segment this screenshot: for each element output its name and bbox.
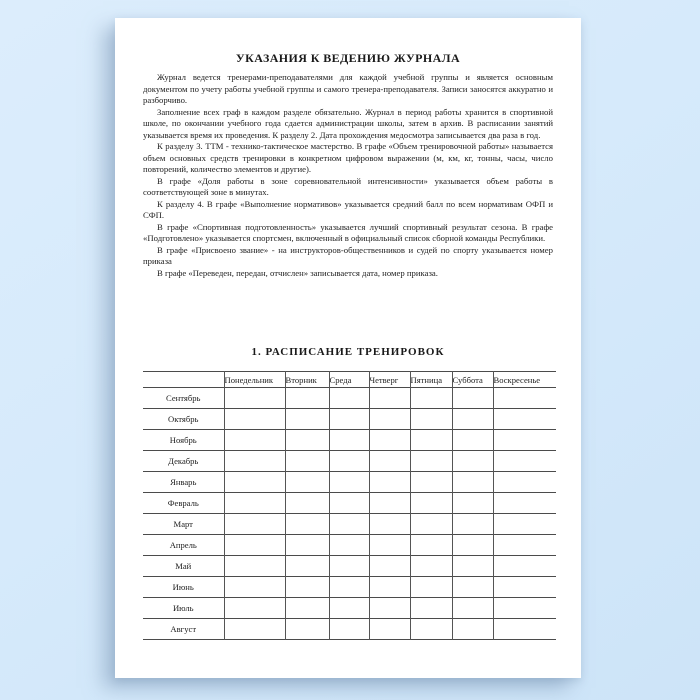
paragraph: В графе «Спортивная подготовленность» указывается лучший спортивный результат сезона. В графе «Подготовлено» указывается спортсмен, включенный в официальный список сборной команды Республики. (143, 221, 553, 243)
table-header-row (143, 372, 556, 388)
empty-schedule-cell (224, 472, 285, 493)
empty-schedule-cell (410, 577, 452, 598)
empty-schedule-cell (369, 493, 410, 514)
empty-schedule-cell (369, 472, 410, 493)
empty-schedule-cell (369, 388, 410, 409)
empty-schedule-cell (329, 556, 369, 577)
empty-schedule-cell (329, 430, 369, 451)
month-cell: Ноябрь (169, 435, 197, 445)
empty-schedule-cell (452, 598, 493, 619)
document-page (115, 18, 581, 678)
empty-schedule-cell (369, 619, 410, 640)
paragraph: К разделу 3. ТТМ - технико-тактическое мастерство. В графе «Объем тренировочной работы» называется объем основных средств тренировки в конкретном цифровом выражении (м, км, кг, тонны, часы, число повторений, количество элементов и другие). (143, 141, 553, 174)
empty-schedule-cell (452, 535, 493, 556)
table-row-october (143, 409, 556, 430)
empty-schedule-cell (410, 535, 452, 556)
empty-schedule-cell (285, 409, 329, 430)
empty-schedule-cell (224, 430, 285, 451)
empty-schedule-cell (285, 577, 329, 598)
empty-schedule-cell (493, 577, 556, 598)
empty-schedule-cell (369, 514, 410, 535)
empty-schedule-cell (329, 577, 369, 598)
month-cell: Январь (170, 477, 197, 487)
empty-schedule-cell (452, 472, 493, 493)
empty-schedule-cell (410, 388, 452, 409)
empty-schedule-cell (410, 472, 452, 493)
empty-schedule-cell (224, 556, 285, 577)
empty-schedule-cell (285, 472, 329, 493)
table-row-december (143, 451, 556, 472)
empty-schedule-cell (452, 514, 493, 535)
month-cell: Февраль (167, 498, 199, 508)
empty-schedule-cell (493, 514, 556, 535)
empty-schedule-cell (452, 577, 493, 598)
empty-schedule-cell (452, 409, 493, 430)
empty-schedule-cell (410, 430, 452, 451)
empty-schedule-cell (410, 556, 452, 577)
empty-schedule-cell (329, 451, 369, 472)
empty-schedule-cell (285, 598, 329, 619)
empty-schedule-cell (224, 514, 285, 535)
empty-schedule-cell (224, 409, 285, 430)
empty-schedule-cell (224, 598, 285, 619)
table-row-april (143, 535, 556, 556)
empty-schedule-cell (285, 556, 329, 577)
empty-schedule-cell (452, 430, 493, 451)
table-row-july (143, 598, 556, 619)
empty-schedule-cell (329, 388, 369, 409)
empty-schedule-cell (285, 430, 329, 451)
day-header-sunday: Воскресенье (493, 372, 556, 388)
empty-schedule-cell (329, 619, 369, 640)
empty-schedule-cell (493, 493, 556, 514)
paragraph: В графе «Переведен, передан, отчислен» записывается дата, номер приказа. (157, 267, 438, 278)
empty-schedule-cell (369, 409, 410, 430)
table-row-january (143, 472, 556, 493)
empty-schedule-cell (285, 388, 329, 409)
table-row-september (143, 388, 556, 409)
empty-schedule-cell (369, 451, 410, 472)
empty-schedule-cell (452, 451, 493, 472)
paragraph: Заполнение всех граф в каждом разделе обязательно. Журнал в период работы хранится в спортивной школе, по окончании учебного года сдается администрации школы, затем в архив. В расписании занятий указывается время их проведения. К разделу 2. Дата прохождения медосмотра записывается два раза в год. (143, 106, 553, 140)
empty-schedule-cell (493, 472, 556, 493)
day-header-tuesday: Вторник (285, 372, 329, 388)
table-row-may (143, 556, 556, 577)
empty-schedule-cell (493, 535, 556, 556)
empty-schedule-cell (224, 451, 285, 472)
day-header-friday: Пятница (410, 372, 452, 388)
empty-schedule-cell (224, 619, 285, 640)
month-cell: Сентябрь (166, 393, 201, 403)
empty-schedule-cell (493, 388, 556, 409)
empty-schedule-cell (369, 556, 410, 577)
empty-schedule-cell (329, 598, 369, 619)
empty-schedule-cell (410, 451, 452, 472)
document-body-text (143, 72, 553, 279)
month-cell: Июль (172, 603, 194, 613)
day-header-saturday: Суббота (452, 372, 493, 388)
empty-schedule-cell (369, 598, 410, 619)
empty-schedule-cell (410, 409, 452, 430)
empty-schedule-cell (452, 388, 493, 409)
empty-schedule-cell (285, 451, 329, 472)
empty-schedule-cell (285, 514, 329, 535)
document-title: УКАЗАНИЯ К ВЕДЕНИЮ ЖУРНАЛА (235, 51, 461, 65)
empty-schedule-cell (493, 556, 556, 577)
day-header-monday: Понедельник (224, 372, 285, 388)
table-row-november (143, 430, 556, 451)
paragraph: В графе «Доля работы в зоне соревновательной интенсивности» указывается объем работы в соответствующей зоне в минутах. (143, 175, 553, 197)
paragraph: К разделу 4. В графе «Выполнение нормативов» указывается средний балл по всем нормативам ОФП и СФП. (143, 198, 553, 220)
empty-schedule-cell (329, 472, 369, 493)
empty-schedule-cell (410, 514, 452, 535)
month-cell: Август (170, 624, 197, 634)
paragraph: Журнал ведется тренерами-преподавателями для каждой учебной группы и является основным документом по учету работы учебной группы и самого тренера-преподавателя. Записи заносятся аккуратно и разборчиво. (143, 72, 553, 105)
empty-schedule-cell (410, 493, 452, 514)
empty-schedule-cell (493, 598, 556, 619)
empty-schedule-cell (493, 619, 556, 640)
empty-schedule-cell (285, 493, 329, 514)
month-cell: Март (173, 519, 193, 529)
table-row-march (143, 514, 556, 535)
empty-schedule-cell (410, 619, 452, 640)
empty-schedule-cell (329, 514, 369, 535)
empty-schedule-cell (224, 493, 285, 514)
table-row-february (143, 493, 556, 514)
empty-schedule-cell (369, 535, 410, 556)
month-cell: Июнь (172, 582, 194, 592)
empty-schedule-cell (493, 430, 556, 451)
empty-schedule-cell (493, 409, 556, 430)
table-row-august (143, 619, 556, 640)
empty-schedule-cell (329, 493, 369, 514)
paragraph: В графе «Присвоено звание» - на инструкторов-общественников и судей по спорту указывается номер приказа (143, 244, 553, 266)
day-header-thursday: Четверг (369, 372, 410, 388)
training-schedule-table (143, 371, 556, 640)
empty-schedule-cell (329, 535, 369, 556)
empty-schedule-cell (452, 556, 493, 577)
empty-schedule-cell (410, 598, 452, 619)
empty-schedule-cell (452, 619, 493, 640)
empty-schedule-cell (369, 577, 410, 598)
month-cell: Май (175, 561, 192, 571)
empty-schedule-cell (369, 430, 410, 451)
table-row-june (143, 577, 556, 598)
empty-schedule-cell (493, 451, 556, 472)
month-cell: Октябрь (168, 414, 199, 424)
empty-schedule-cell (285, 535, 329, 556)
empty-schedule-cell (224, 535, 285, 556)
month-cell: Декабрь (168, 456, 199, 466)
empty-schedule-cell (224, 388, 285, 409)
section-title: 1. РАСПИСАНИЕ ТРЕНИРОВОК (251, 346, 445, 358)
month-cell: Апрель (169, 540, 197, 550)
day-header-wednesday: Среда (329, 372, 369, 388)
empty-schedule-cell (452, 493, 493, 514)
empty-schedule-cell (285, 619, 329, 640)
empty-schedule-cell (224, 577, 285, 598)
corner-cell (143, 372, 224, 388)
empty-schedule-cell (329, 409, 369, 430)
